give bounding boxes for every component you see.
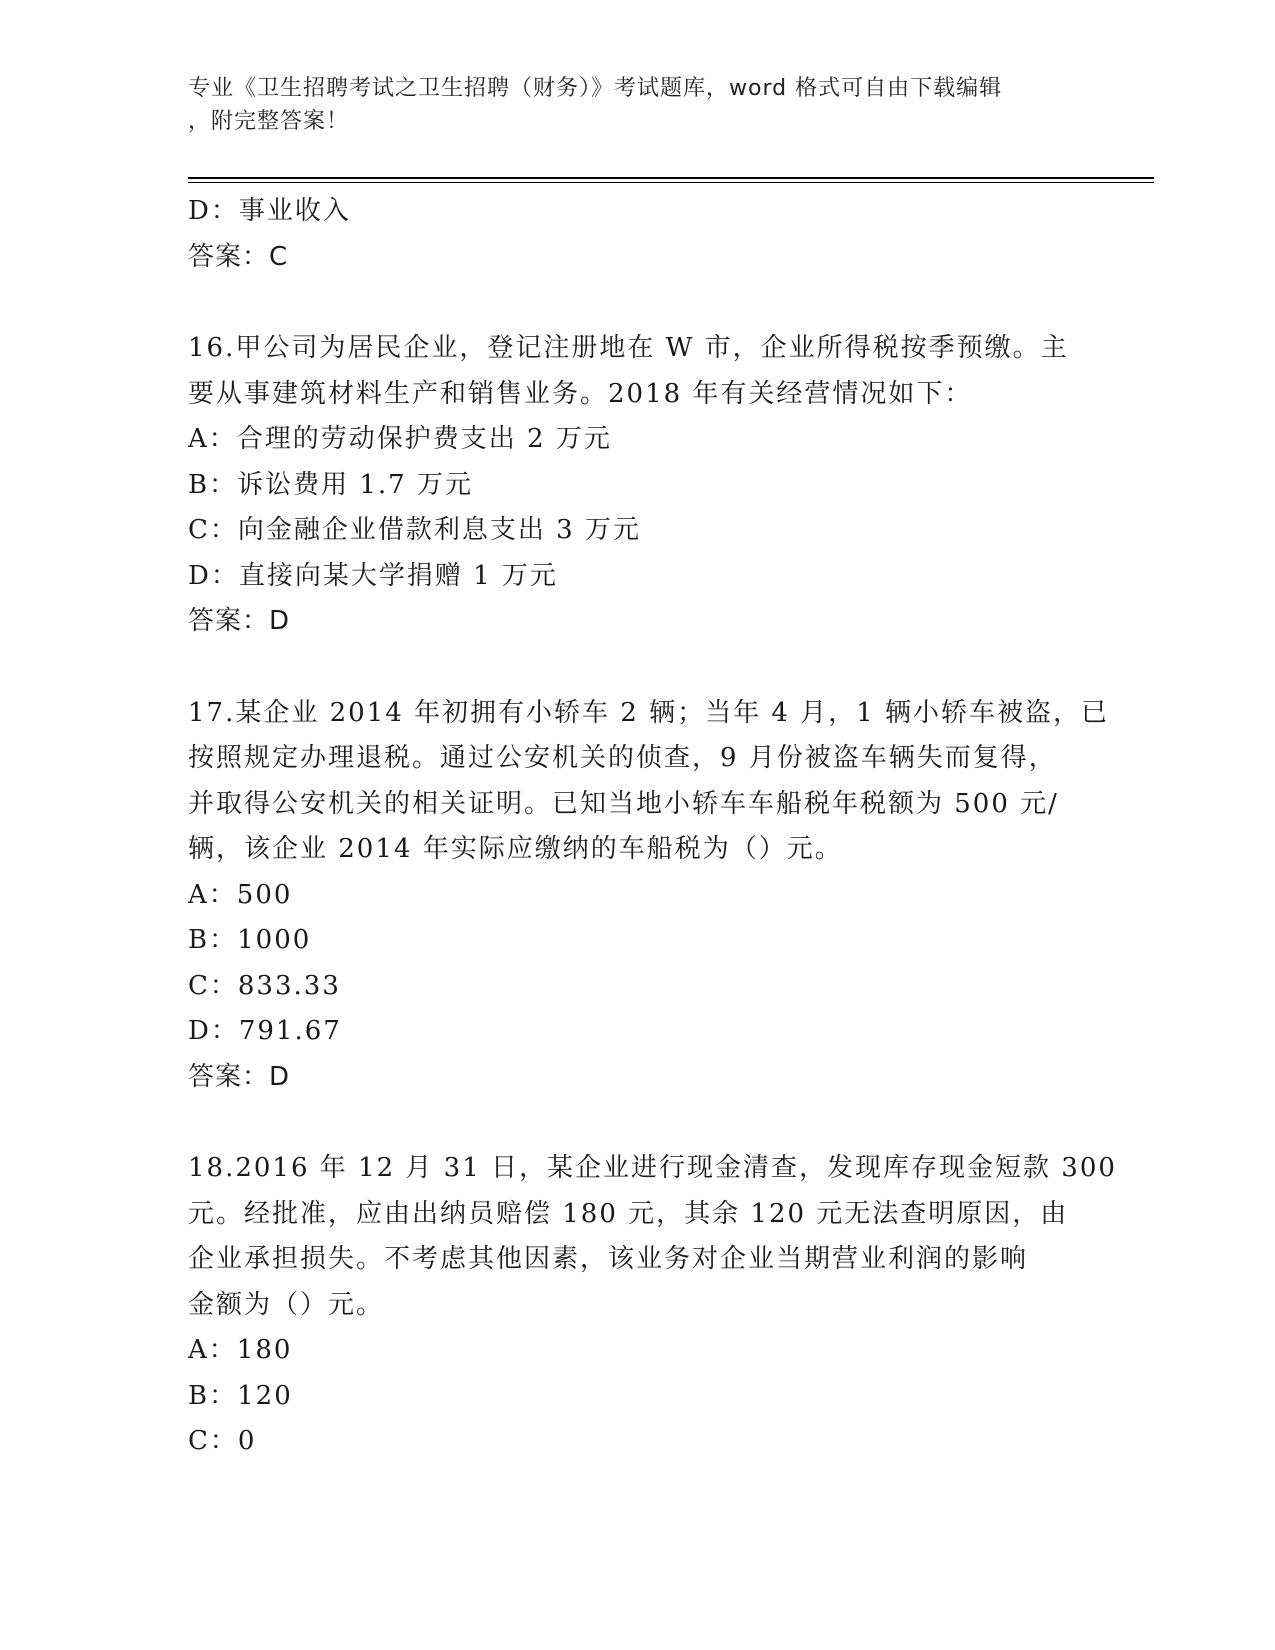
- option-a: A：合理的劳动保护费支出 2 万元: [188, 424, 612, 454]
- question-text-line: 并取得公安机关的相关证明。已知当地小轿车车船税年税额为 500 元/: [188, 788, 1059, 819]
- question-text-line: 16.甲公司为居民企业，登记注册地在 W 市，企业所得税按季预缴。主: [188, 333, 1069, 363]
- spacer: [188, 645, 1088, 691]
- question-text-line: 金额为（）元。: [188, 1289, 385, 1320]
- question-18: [188, 1146, 1117, 1465]
- option-c: C：833.33: [188, 970, 341, 1001]
- answer: 答案：D: [188, 606, 291, 636]
- header-line-2: ，附完整答案！: [188, 109, 350, 134]
- option-b: B：120: [188, 1380, 293, 1411]
- answer: 答案：D: [188, 1061, 291, 1092]
- option-b: B：诉讼费用 1.7 万元: [188, 469, 473, 500]
- question-17: [188, 691, 1109, 1101]
- spacer: [188, 1100, 1088, 1146]
- document-header: [188, 72, 1088, 138]
- question-text-line: 元。经批准，应由出纳员赔偿 180 元，其余 120 元无法查明原因，由: [188, 1198, 1069, 1229]
- option-d: D：事业收入: [188, 196, 351, 226]
- option-d: D：791.67: [188, 1016, 342, 1046]
- question-text-line: 企业承担损失。不考虑其他因素，该业务对企业当期营业利润的影响: [188, 1244, 1029, 1274]
- option-d: D：直接向某大学捐赠 1 万元: [188, 560, 558, 591]
- answer: 答案：C: [188, 241, 289, 272]
- option-a: A：500: [188, 879, 293, 910]
- question-text-line: 18.2016 年 12 月 31 日，某企业进行现金清查，发现库存现金短款 300: [188, 1153, 1117, 1183]
- header-rule-thick: [188, 177, 1154, 179]
- question-text-line: 辆，该企业 2014 年实际应缴纳的车船税为（）元。: [188, 834, 843, 864]
- option-c: C：向金融企业借款利息支出 3 万元: [188, 515, 641, 545]
- spacer: [188, 280, 1088, 326]
- question-text-line: 按照规定办理退税。通过公安机关的侦查，9 月份被盗车辆失而复得，: [188, 743, 1057, 773]
- header-line-1: 专业《卫生招聘考试之卫生招聘（财务）》考试题库，word 格式可自由下载编辑: [188, 76, 1003, 101]
- option-b: B：1000: [188, 925, 312, 955]
- question-content: [188, 189, 1117, 1465]
- question-text-line: 要从事建筑材料生产和销售业务。2018 年有关经营情况如下：: [188, 378, 973, 409]
- header-rule-thin: [188, 182, 1154, 183]
- option-a: A：180: [188, 1335, 293, 1365]
- option-c: C：0: [188, 1426, 257, 1456]
- question-text-line: 17.某企业 2014 年初拥有小轿车 2 辆；当年 4 月，1 辆小轿车被盗，已: [188, 697, 1109, 728]
- question-16: [188, 326, 1088, 645]
